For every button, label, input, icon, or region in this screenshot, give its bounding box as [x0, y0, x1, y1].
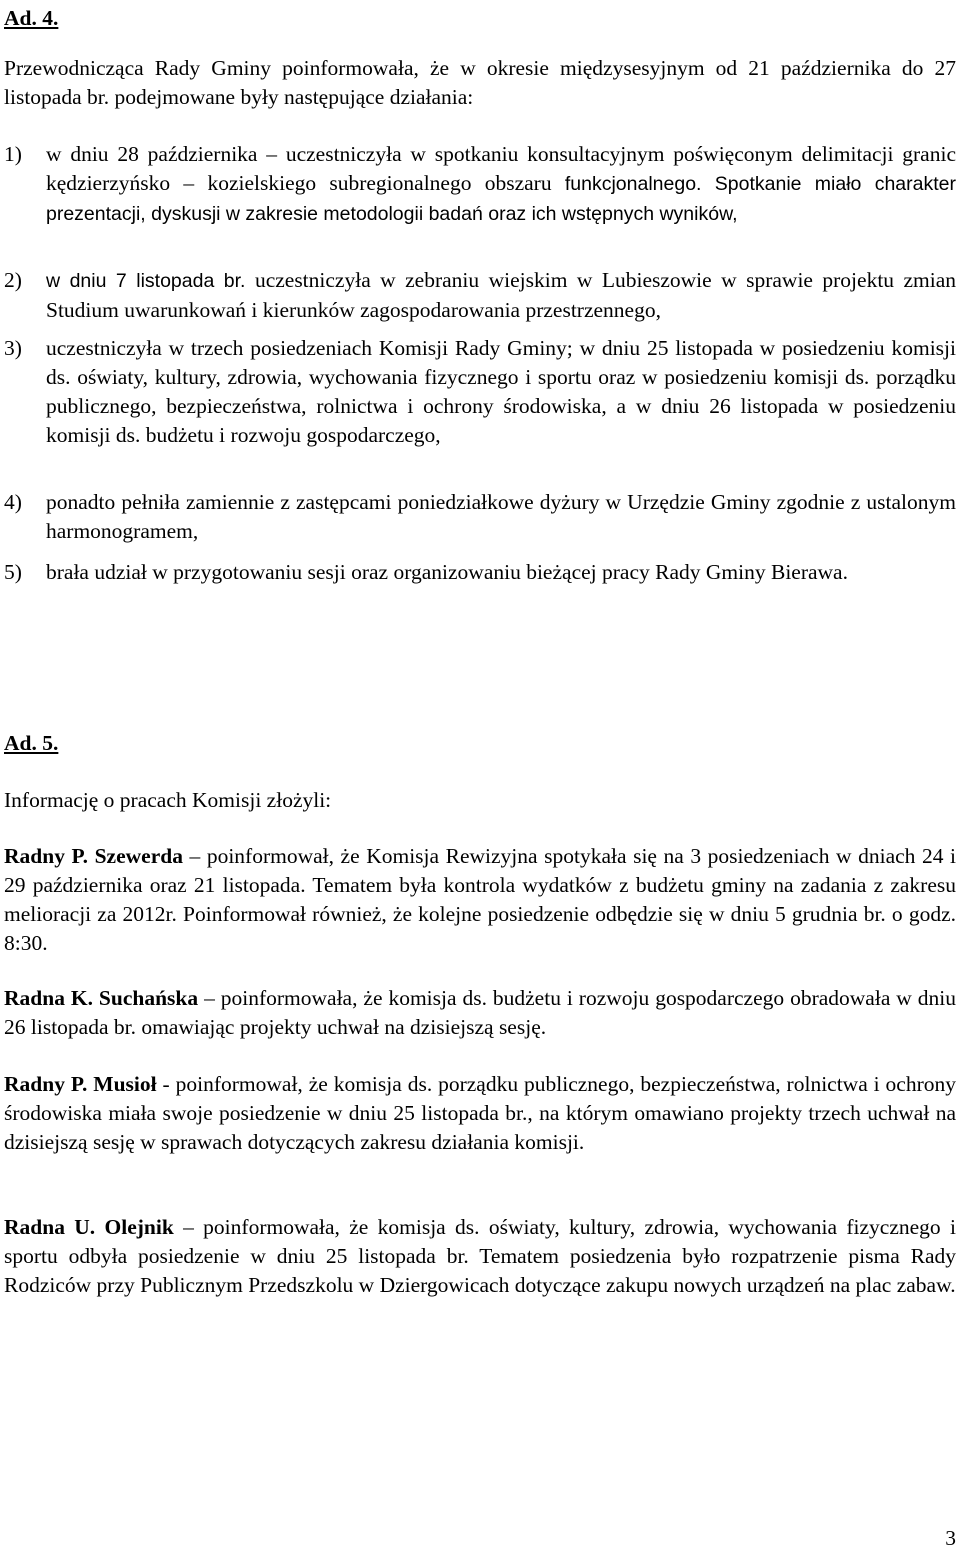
report-author: Radny P. Musioł: [4, 1072, 157, 1096]
report-text: – poinformowała, że komisja ds. oświaty, kultury, zdrowia, wychowania fizycznego i sportu odbyła posiedzenie w dniu 25 listopada br. Tematem posiedzenia było rozpatrzenie pisma Rady Rodziców przy Publicznym Przedszkolu w Dziergowicach dotyczące zakupu nowych urządzeń na plac zabaw.: [4, 1215, 956, 1297]
item-text: brała udział w przygotowaniu sesji oraz organizowaniu bieżącej pracy Rady Gminy Bierawa.: [46, 560, 848, 584]
list-item: [4, 266, 956, 325]
item-text-part: w dniu 28 października – uczestniczyła w spotkaniu konsultacyjnym poświęconym delimitacji granic kędzierzyńsko – kozielskiego subregionalnego obszaru: [46, 142, 956, 195]
item-number: 2): [4, 268, 22, 292]
list-item: [4, 334, 956, 450]
report-author: Radna U. Olejnik: [4, 1215, 174, 1239]
item-text-part: funkcjonalnego. Spotkanie miało charakter prezentacji, dyskusji w zakresie metodologii badań oraz ich wstępnych wyników,: [46, 173, 956, 225]
report-text: – poinformowała, że komisja ds. budżetu i rozwoju gospodarczego obradowała w dniu 26 listopada br. omawiając projekty uchwał na dzisiejszą sesję.: [4, 986, 956, 1039]
page-number: 3: [945, 1526, 956, 1550]
report-author: Radna K. Suchańska: [4, 986, 199, 1010]
report-text: – poinformował, że Komisja Rewizyjna spotykała się na 3 posiedzeniach w dniach 24 i 29 października oraz 21 listopada. Tematem była kontrola wydatków z budżetu gminy na zadania z zakresu melioracji za 2012r. Poinformował również, że kolejne posiedzenie odbędzie się w dniu 5 grudnia br. o godz. 8:30.: [4, 844, 956, 955]
report-paragraph: [4, 984, 956, 1042]
report-paragraph: [4, 1070, 956, 1157]
item-number: 5): [4, 560, 22, 584]
section-heading-ad5: Ad. 5.: [4, 731, 59, 755]
item-number: 3): [4, 336, 22, 360]
list-item: [4, 140, 956, 229]
item-text: uczestniczyła w trzech posiedzeniach Komisji Rady Gminy; w dniu 25 listopada w posiedzeniu komisji ds. oświaty, kultury, zdrowia, wychowania fizycznego i sportu oraz w posiedzeniu komisji ds. porządku publicznego, bezpieczeństwa, rolnictwa i ochrony środowiska, a w dniu 26 listopada w posiedzeniu komisji ds. budżetu i rozwoju gospodarczego,: [46, 336, 956, 447]
ad4-intro: Przewodnicząca Rady Gminy poinformowała, że w okresie międzysesyjnym od 21 października do 27 listopada br. podejmowane były następujące działania:: [4, 56, 956, 109]
item-number: 4): [4, 490, 22, 514]
list-item: [4, 488, 956, 546]
item-text: [46, 140, 956, 229]
report-paragraph: [4, 1213, 956, 1300]
report-author: Radny P. Szewerda: [4, 844, 183, 868]
item-number: 1): [4, 142, 22, 166]
report-paragraph: [4, 842, 956, 958]
section-heading-ad4: Ad. 4.: [4, 6, 59, 30]
item-text-part: w dniu 7 listopada br.: [46, 270, 246, 292]
list-item: [4, 558, 956, 587]
item-text: [46, 266, 956, 325]
report-text: - poinformował, że komisja ds. porządku publicznego, bezpieczeństwa, rolnictwa i ochrony środowiska miała swoje posiedzenie w dniu 25 listopada br., na którym omawiano projekty trzech uchwał na dzisiejszą sesję w sprawach dotyczących zakresu działania komisji.: [4, 1072, 957, 1154]
ad5-intro: Informację o pracach Komisji złożyli:: [4, 788, 332, 812]
item-text: ponadto pełniła zamiennie z zastępcami poniedziałkowe dyżury w Urzędzie Gminy zgodnie z ustalonym harmonogramem,: [46, 490, 956, 543]
item-text-part: uczestniczyła w zebraniu wiejskim w Lubieszowie w sprawie projektu zmian Studium uwarunkowań i kierunków zagospodarowania przestrzennego,: [46, 268, 957, 322]
